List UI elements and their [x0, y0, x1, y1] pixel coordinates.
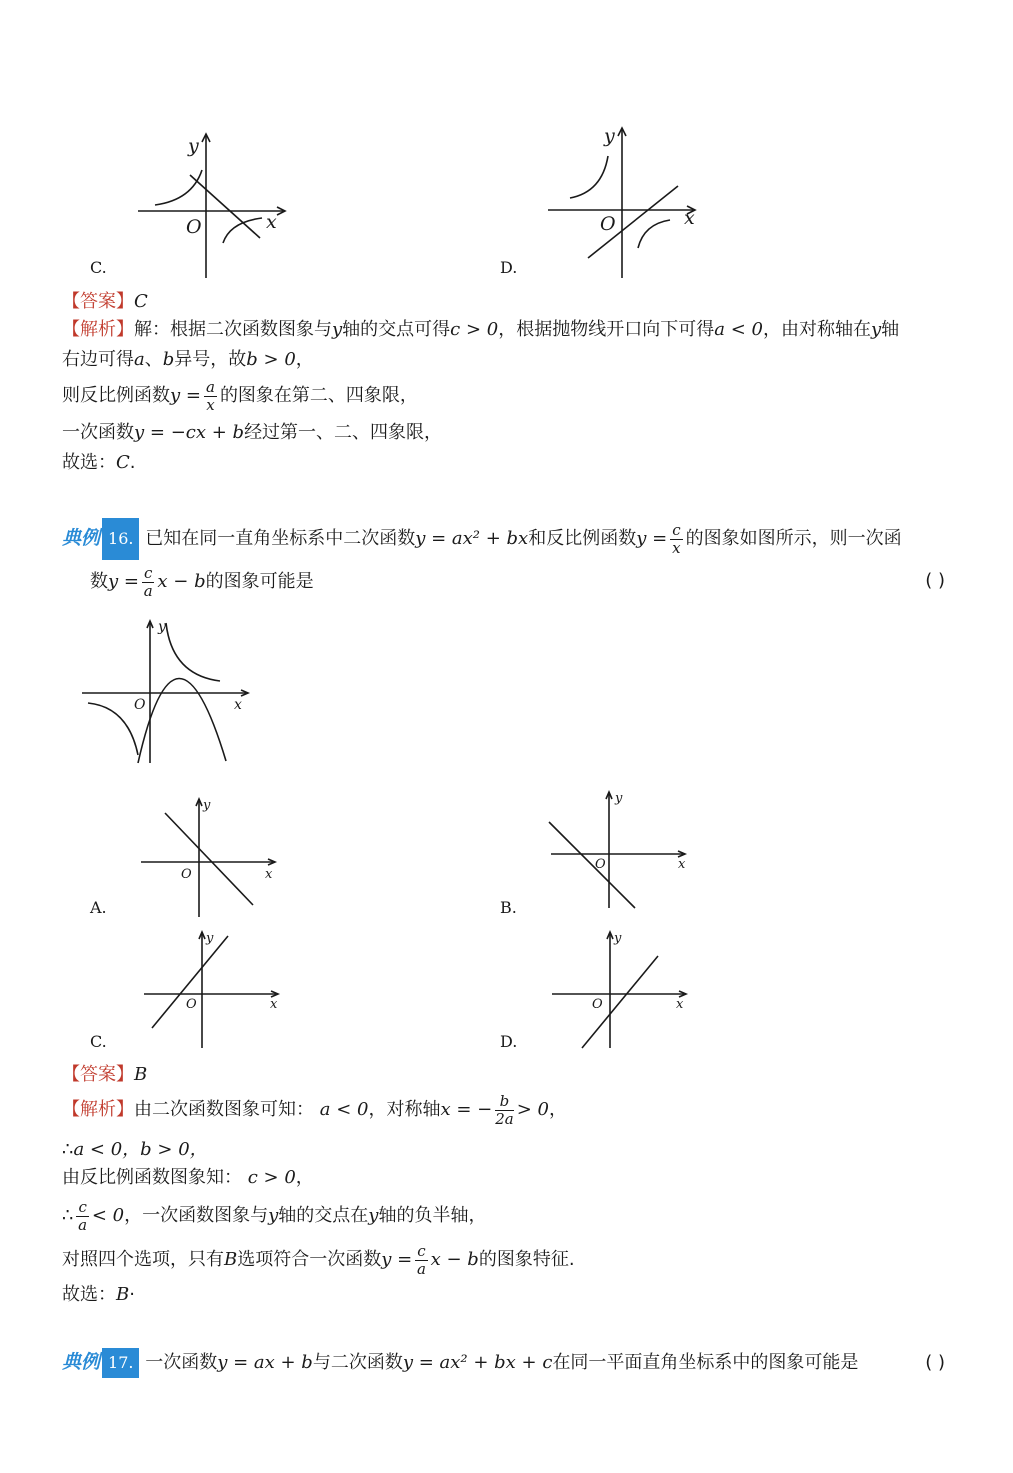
answer-blank-17: ( )	[925, 1352, 945, 1373]
given-graph	[80, 615, 260, 765]
answer-1	[62, 288, 148, 316]
fraction: $\frac{b}{2a}$	[495, 1091, 514, 1128]
graph-option-b	[545, 788, 695, 913]
origin-label: O	[595, 857, 606, 872]
origin-label: O	[181, 867, 192, 882]
fraction: $\frac{c}{a}$	[143, 563, 153, 600]
graph-option-a	[135, 795, 285, 920]
origin-label: O	[600, 213, 616, 235]
x-label: x	[678, 857, 686, 872]
answer-value: C	[134, 291, 148, 312]
analysis-1-line-1: 【解析】解：根据二次函数图象与y轴的交点可得c > 0，根据抛物线开口向下可得a < 0，由对称轴在y轴	[62, 319, 900, 340]
answer-2	[62, 1061, 147, 1089]
origin-label: O	[186, 216, 202, 238]
hyperbola-branch-upper	[570, 156, 608, 198]
example-badge: 典例 16.	[62, 518, 139, 560]
hyperbola-branch-right	[166, 623, 220, 681]
graph-option-d-top	[540, 120, 710, 285]
option-c-label: C.	[90, 1032, 107, 1051]
analysis-2-line-5: 对照四个选项，只有B选项符合一次函数y = $\frac{c}{a}$ x − b的图象特征.	[62, 1241, 575, 1278]
y-label: y	[206, 931, 214, 946]
linear-line	[152, 936, 228, 1028]
fraction: $\frac{c}{a}$	[416, 1241, 426, 1278]
x-label: x	[270, 997, 278, 1012]
analysis-1-line-2: 右边可得a、b异号，故b > 0，	[62, 349, 314, 370]
y-label: y	[614, 931, 622, 946]
option-a-label: A.	[90, 898, 107, 917]
origin-label: O	[186, 997, 197, 1012]
option-d-label-top: D.	[500, 258, 518, 277]
example-16-line-1: 典例 16. 已知在同一直角坐标系中二次函数y = ax² + bx和反比例函数y = $\frac{c}{x}$ 的图象如图所示，则一次函	[62, 518, 902, 560]
parabola	[138, 678, 226, 763]
analysis-2-line-4: ∴ $\frac{c}{a}$ < 0，一次函数图象与y轴的交点在y轴的负半轴，	[62, 1197, 487, 1234]
option-d-label: D.	[500, 1032, 518, 1051]
option-c-label-top: C.	[90, 258, 107, 277]
analysis-2-line-2: ∴a < 0，b > 0，	[62, 1139, 208, 1160]
answer-value: B	[134, 1064, 148, 1085]
analysis-2-line-1: 【解析】由二次函数图象可知： a < 0，对称轴x = − $\frac{b}{2a}$ > 0，	[62, 1091, 567, 1128]
fraction: $\frac{c}{a}$	[78, 1197, 88, 1234]
answer-tag: 【答案】	[62, 1064, 134, 1085]
graph-option-c	[140, 928, 290, 1053]
y-label: y	[615, 791, 623, 806]
x-label: x	[684, 207, 695, 229]
x-label: x	[266, 211, 277, 233]
x-label: x	[676, 997, 684, 1012]
y-label: y	[188, 135, 199, 157]
graph-option-d	[548, 928, 698, 1053]
y-label: y	[158, 619, 166, 635]
analysis-1-line-3: 则反比例函数y = $\frac{a}{x}$ 的图象在第二、四象限，	[62, 377, 418, 414]
linear-line	[165, 813, 253, 905]
hyperbola-branch-lower	[638, 220, 670, 248]
analysis-tag: 【解析】	[62, 1099, 134, 1120]
hyperbola-branch-upper	[155, 170, 202, 205]
analysis-1-line-4: 一次函数y = −cx + b经过第一、二、四象限，	[62, 422, 443, 443]
fraction: $\frac{c}{x}$	[672, 520, 681, 557]
example-16-line-2: 数y = $\frac{c}{a}$ x − b的图象可能是	[90, 563, 314, 600]
analysis-tag: 【解析】	[62, 319, 134, 340]
linear-line	[549, 822, 635, 908]
analysis-2-line-3: 由反比例函数图象知： c > 0，	[62, 1167, 314, 1188]
y-label: y	[203, 798, 211, 813]
analysis-1-line-5: 故选：C.	[62, 452, 136, 473]
answer-tag: 【答案】	[62, 291, 134, 312]
fraction: $\frac{a}{x}$	[205, 377, 215, 414]
answer-blank: ( )	[925, 570, 945, 591]
hyperbola-branch-left	[88, 703, 138, 755]
analysis-2-line-6: 故选：B·	[62, 1284, 135, 1305]
y-label: y	[604, 125, 615, 147]
x-label: x	[265, 867, 273, 882]
origin-label: O	[134, 697, 146, 713]
origin-label: O	[592, 997, 603, 1012]
option-b-label: B.	[500, 898, 517, 917]
x-label: x	[234, 697, 242, 713]
example-17: 典例 17. 一次函数y = ax + b与二次函数y = ax² + bx + c在同一平面直角坐标系中的图象可能是	[62, 1348, 858, 1378]
graph-option-c-top	[130, 120, 300, 285]
example-badge: 典例 17.	[62, 1348, 139, 1378]
